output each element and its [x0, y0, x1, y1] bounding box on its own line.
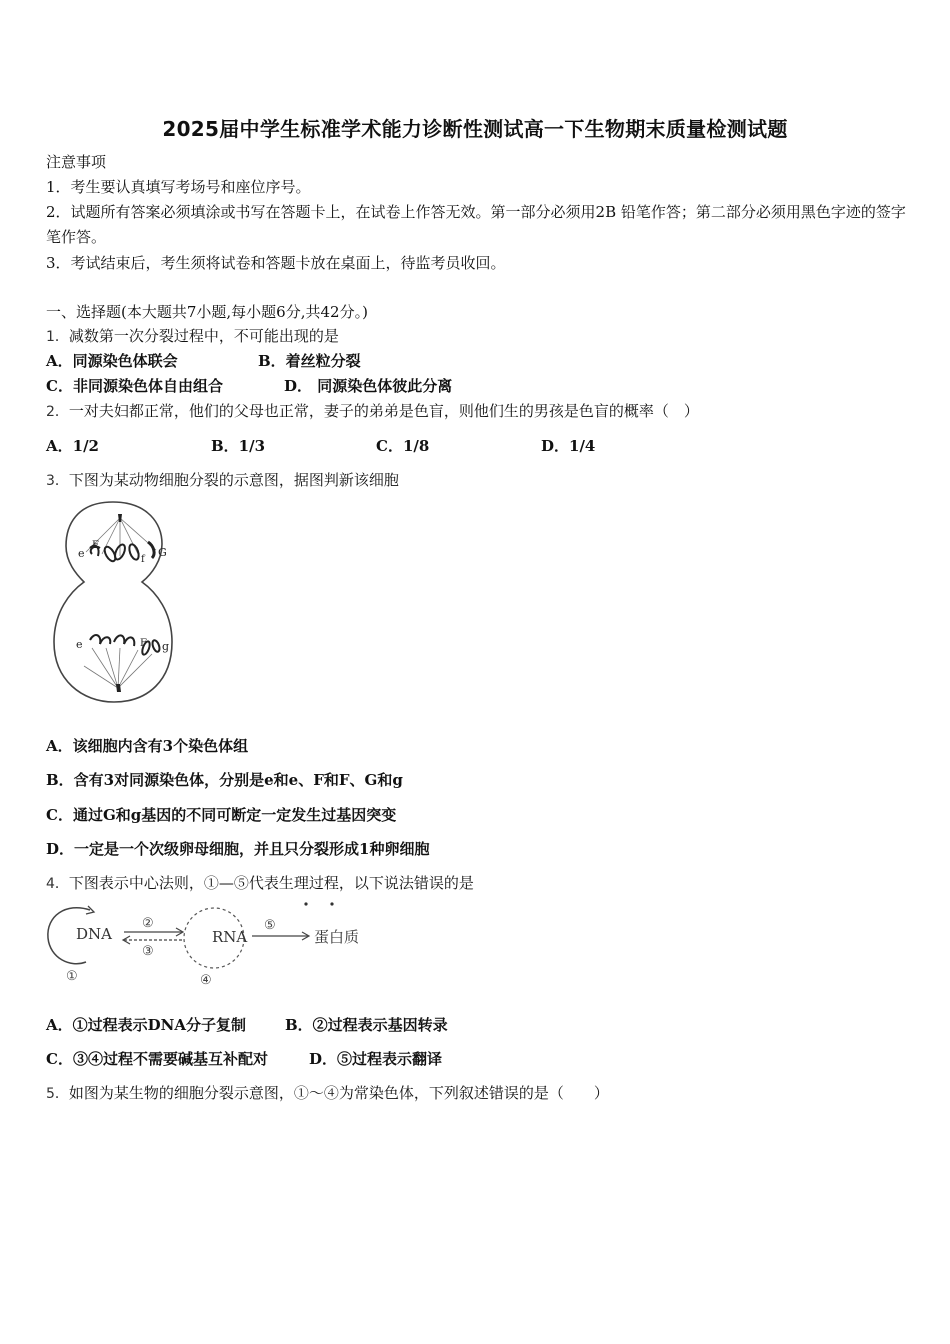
emphasis-dot [304, 902, 307, 905]
question-stem: 下图表示中心法则，①—⑤代表生理过程，以下说法错误的是 [68, 874, 474, 892]
question-number: 1． [46, 329, 69, 345]
question-number: 4． [46, 876, 69, 892]
question-5 [46, 1083, 609, 1104]
q3-option-c: C．通过G和g基因的不同可断定一定发生过基因突变 [46, 806, 397, 824]
q1-option-d: D． 同源染色体彼此分离 [284, 377, 453, 395]
question-stem: 一对夫妇都正常，他们的父母也正常，妻子的弟弟是色盲，则他们生的男孩是色盲的概率（ ） [68, 402, 699, 420]
q3-option-d: D．一定是一个次级卵母细胞，并且只分裂形成1种卵细胞 [46, 840, 430, 858]
cell-division-figure [48, 496, 178, 712]
q1-option-a: A．同源染色体联会 [46, 352, 178, 370]
question-stem: 如图为某生物的细胞分裂示意图，①～④为常染色体，下列叙述错误的是（ ） [68, 1084, 609, 1102]
process-4-label: ④ [200, 973, 212, 988]
question-number: 5． [46, 1086, 69, 1102]
question-stem: 下图为某动物细胞分裂的示意图，据图判新该细胞 [68, 471, 399, 489]
q2-option-b: B．1/3 [211, 437, 266, 455]
q4-option-d: D．⑤过程表示翻译 [309, 1050, 443, 1068]
question-4 [46, 873, 474, 894]
chromosomes-bottom [90, 635, 161, 656]
process-2-label: ② [142, 916, 154, 931]
question-stem: 减数第一次分裂过程中，不可能出现的是 [68, 327, 339, 345]
section-heading: 一、选择题(本大题共7小题,每小题6分,共42分。) [46, 303, 368, 321]
q3-option-a: A．该细胞内含有3个染色体组 [46, 737, 249, 755]
protein-label: 蛋白质 [314, 928, 360, 946]
gene-label: E [92, 540, 100, 551]
notice-heading: 注意事项 [46, 153, 107, 171]
process-3-label: ③ [142, 944, 154, 959]
q2-option-d: D．1/4 [541, 437, 596, 455]
page-title: 2025届中学生标准学术能力诊断性测试高一下生物期末质量检测试题 [162, 117, 788, 141]
question-3 [46, 470, 399, 491]
gene-label: e [78, 547, 85, 560]
question-2 [46, 401, 699, 422]
process-1-label: ① [66, 969, 78, 984]
q4-option-b: B．②过程表示基因转录 [285, 1016, 448, 1034]
q3-option-b: B．含有3对同源染色体，分别是e和e、F和F、G和g [46, 771, 403, 789]
q2-option-a: A．1/2 [46, 437, 99, 455]
dna-label: DNA [76, 925, 112, 943]
notice-item-2: 2．试题所有答案必须填涂或书写在答题卡上，在试卷上作答无效。第一部分必须用2B 铅笔作答；第二部分必须用黑色字迹的签字笔作答。 [46, 203, 906, 246]
gene-label: f [141, 554, 145, 565]
gene-label: e [76, 638, 83, 651]
q4-option-a: A．①过程表示DNA分子复制 [46, 1016, 246, 1034]
gene-label: g [162, 640, 170, 653]
central-dogma-figure [44, 896, 384, 992]
notice-item-3: 3．考试结束后，考生须将试卷和答题卡放在桌面上，待监考员收回。 [46, 254, 506, 272]
process-5-label: ⑤ [264, 918, 276, 933]
q1-option-c: C．非同源染色体自由组合 [46, 377, 223, 395]
rna-label: RNA [212, 928, 248, 946]
question-number: 2． [46, 404, 69, 420]
question-number: 3． [46, 473, 69, 489]
q4-option-c: C．③④过程不需要碱基互补配对 [46, 1050, 268, 1068]
gene-label: F [140, 638, 147, 649]
q2-option-c: C．1/8 [376, 437, 430, 455]
question-1 [46, 326, 339, 347]
gene-label: G [158, 546, 167, 559]
emphasis-dot [330, 902, 333, 905]
notice-item-1: 1．考生要认真填写考场号和座位序号。 [46, 178, 311, 196]
q1-option-b: B．着丝粒分裂 [258, 352, 361, 370]
